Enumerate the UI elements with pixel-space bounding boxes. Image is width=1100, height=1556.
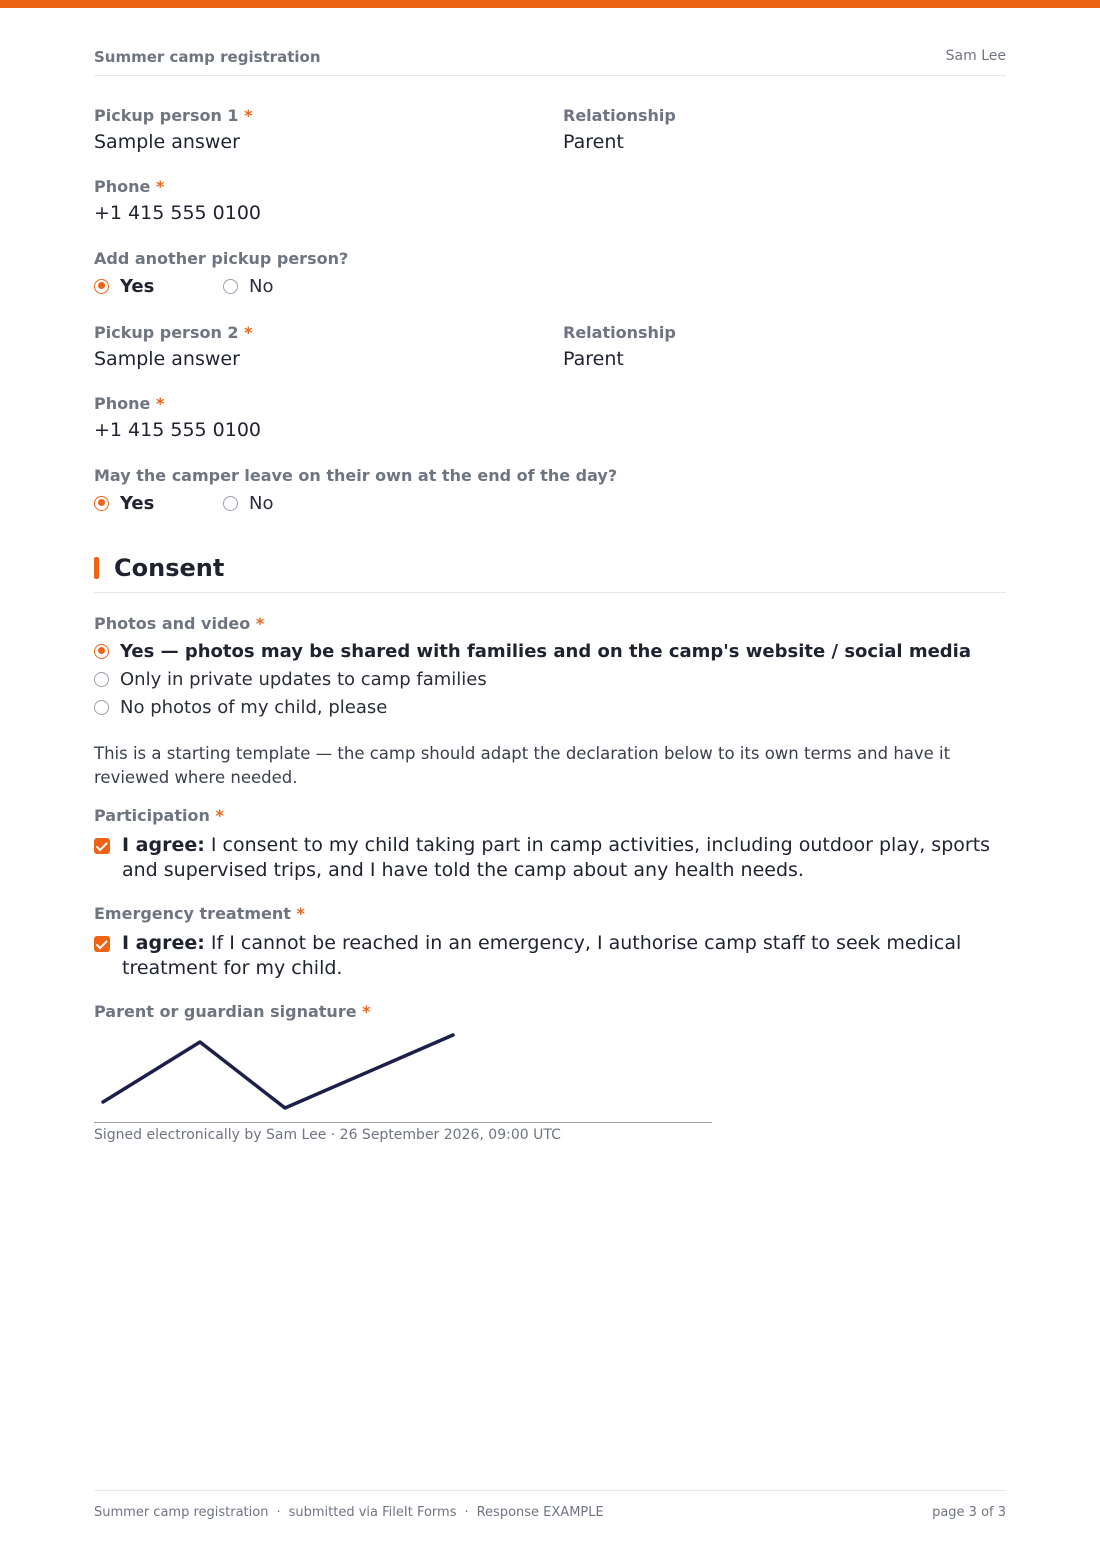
pickup-person-1-value: Sample answer [94, 131, 240, 153]
option-label: Yes [120, 492, 155, 514]
radio-empty-icon [223, 279, 238, 294]
emergency-treatment-label: Emergency treatment [94, 904, 291, 923]
participation-field [94, 806, 1002, 883]
accent-top-bar [0, 0, 1100, 8]
relationship-2-value: Parent [563, 348, 624, 370]
required-mark: * [244, 323, 253, 342]
page-header [94, 48, 1006, 76]
signature-caption: Signed electronically by Sam Lee · 26 September 2026, 09:00 UTC [94, 1127, 561, 1143]
footer-form-name: Summer camp registration [94, 1505, 269, 1520]
option-label: Yes — photos may be shared with families and on the camp's website / social media [120, 640, 971, 662]
pickup-person-2-field [94, 323, 253, 370]
radio-empty-icon [94, 700, 109, 715]
section-accent-bar [94, 557, 99, 579]
option-label: Yes [120, 275, 155, 297]
photos-option-none [94, 693, 971, 721]
footer-response: Response EXAMPLE [476, 1505, 604, 1520]
leave-alone-field [94, 466, 617, 514]
signature-label: Parent or guardian signature [94, 1002, 357, 1021]
radio-empty-icon [223, 496, 238, 511]
form-title: Summer camp registration [94, 48, 321, 66]
agree-label: I agree: [122, 932, 205, 954]
section-title: Consent [114, 554, 225, 582]
declaration-text: If I cannot be reached in an emergency, I authorise camp staff to seek medical treatment for my child. [122, 932, 962, 979]
another-pickup-field [94, 249, 348, 297]
photos-option-private [94, 665, 971, 693]
pickup-person-1-label: Pickup person 1 [94, 106, 239, 125]
phone-1-field [94, 177, 261, 224]
pickup-person-2-value: Sample answer [94, 348, 240, 370]
required-mark: * [155, 394, 165, 413]
relationship-1-value: Parent [563, 131, 624, 153]
radio-selected-icon [94, 644, 109, 659]
radio-selected-icon [94, 496, 109, 511]
relationship-1-field [563, 106, 676, 153]
relationship-1-label: Relationship [563, 106, 676, 125]
phone-2-label: Phone [94, 394, 151, 413]
option-label: Only in private updates to camp families [120, 668, 487, 690]
pickup-person-2-label: Pickup person 2 [94, 323, 239, 342]
phone-2-field [94, 394, 261, 441]
declaration-text: I consent to my child taking part in camp activities, including outdoor play, sports and supervised trips, and I have told the camp about any health needs. [122, 834, 991, 881]
respondent-name: Sam Lee [945, 48, 1006, 64]
required-mark: * [155, 177, 165, 196]
template-note: This is a starting template — the camp should adapt the declaration below to its own terms and have it reviewed where needed. [94, 744, 951, 787]
agree-label: I agree: [122, 834, 205, 856]
required-mark: * [255, 614, 265, 633]
required-mark: * [362, 1002, 371, 1021]
pickup-person-1-field [94, 106, 253, 153]
photos-option-public [94, 637, 971, 665]
footer-left: Summer camp registration · submitted via FileIt Forms · Response EXAMPLE [94, 1505, 604, 1520]
leave-alone-label: May the camper leave on their own at the end of the day? [94, 466, 618, 485]
phone-1-label: Phone [94, 177, 151, 196]
participation-declaration [122, 833, 1002, 883]
phone-2-value: +1 415 555 0100 [94, 419, 262, 441]
another-pickup-label: Add another pickup person? [94, 249, 349, 268]
signature-ink-icon [94, 1028, 712, 1123]
radio-empty-icon [94, 672, 109, 687]
photos-video-label: Photos and video [94, 614, 251, 633]
page-number: page 3 of 3 [932, 1505, 1006, 1520]
relationship-2-field [563, 323, 676, 370]
checkbox-checked-icon [94, 838, 110, 854]
page-footer [94, 1490, 1006, 1520]
required-mark: * [215, 806, 224, 825]
option-label: No photos of my child, please [120, 696, 388, 718]
another-pickup-yes-option [94, 276, 223, 297]
emergency-declaration [122, 931, 1002, 981]
signature-box [94, 1028, 712, 1123]
phone-1-value: +1 415 555 0100 [94, 202, 262, 224]
signature-field [94, 1002, 371, 1021]
leave-alone-no-option [223, 493, 273, 514]
participation-label: Participation [94, 806, 210, 825]
leave-alone-yes-option [94, 493, 223, 514]
option-label: No [249, 492, 274, 514]
consent-section-header [94, 554, 1006, 593]
option-label: No [249, 275, 274, 297]
emergency-treatment-field [94, 904, 1002, 981]
relationship-2-label: Relationship [563, 323, 676, 342]
checkbox-checked-icon [94, 936, 110, 952]
footer-submitted: submitted via FileIt Forms [288, 1505, 457, 1520]
photos-video-field [94, 614, 971, 721]
another-pickup-no-option [223, 276, 273, 297]
required-mark: * [296, 904, 305, 923]
required-mark: * [244, 106, 253, 125]
radio-selected-icon [94, 279, 109, 294]
